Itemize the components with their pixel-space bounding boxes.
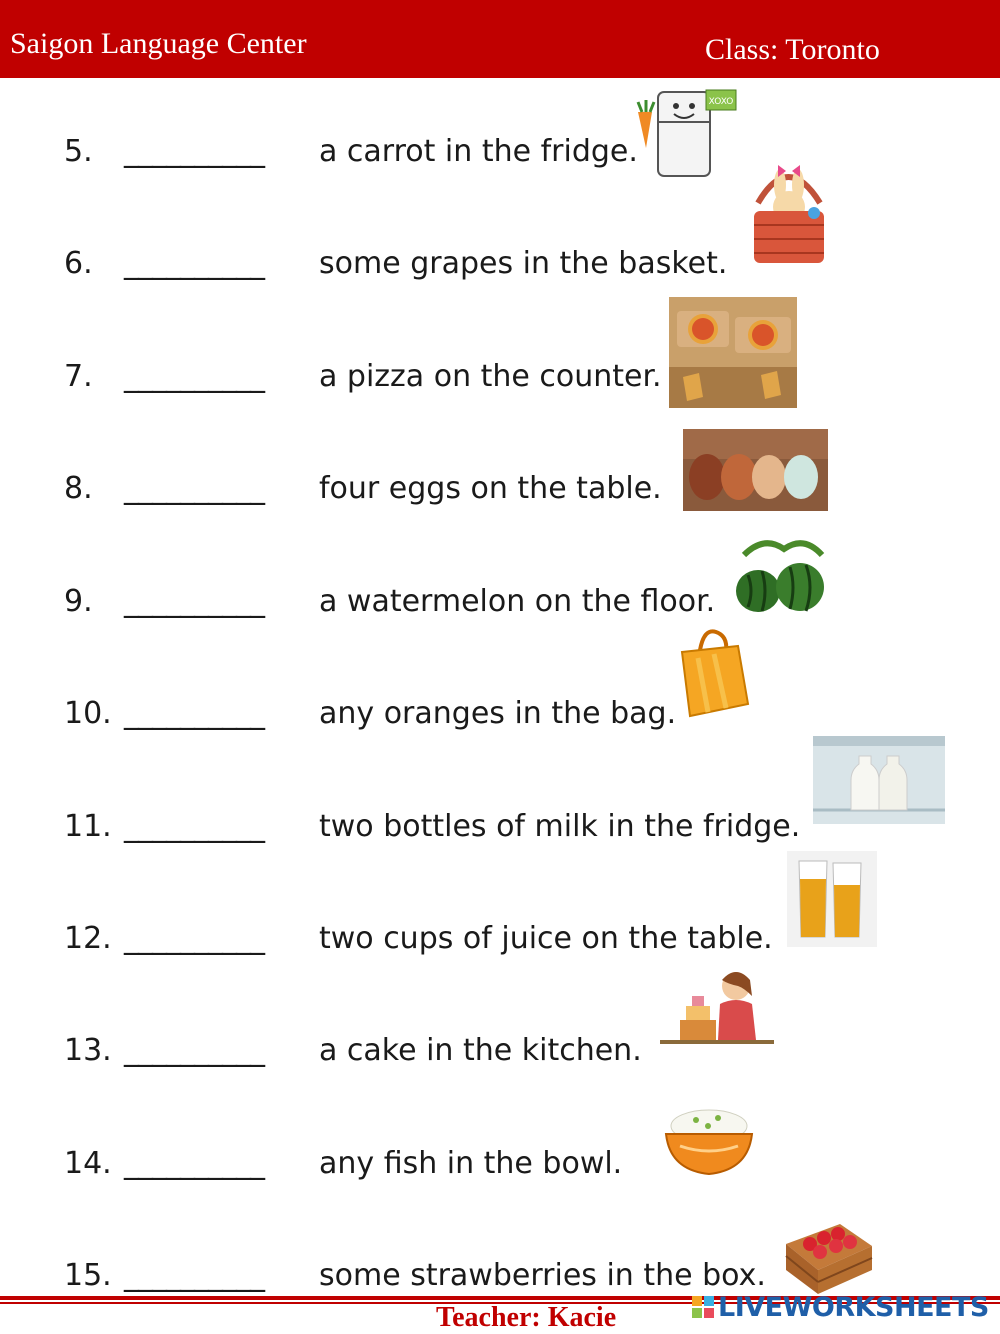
item-text: two bottles of milk in the fridge. <box>319 809 801 844</box>
item-number: 10. <box>64 696 112 731</box>
item-number: 8. <box>64 471 93 506</box>
item-text: a watermelon on the floor. <box>319 584 716 619</box>
eggs-image <box>683 429 828 511</box>
item-text: any oranges in the bag. <box>319 696 677 731</box>
shopping-bag-icon <box>678 628 752 718</box>
item-number: 5. <box>64 134 93 169</box>
exercise-row <box>0 1134 1000 1194</box>
header-bar <box>0 0 1000 78</box>
item-text: any fish in the bowl. <box>319 1146 623 1181</box>
item-text: some grapes in the basket. <box>319 246 728 281</box>
item-text: two cups of juice on the table. <box>319 921 773 956</box>
answer-blank[interactable]: __________ <box>124 584 264 619</box>
school-name: Saigon Language Center <box>10 27 307 60</box>
answer-blank[interactable]: __________ <box>124 134 264 169</box>
item-number: 7. <box>64 359 93 394</box>
strawberry-crate-icon <box>780 1214 876 1296</box>
basket-bunny-icon <box>748 155 830 267</box>
answer-blank[interactable]: __________ <box>124 696 264 731</box>
item-text: a cake in the kitchen. <box>319 1033 642 1068</box>
baker-cake-icon <box>660 966 774 1048</box>
juice-glasses-image <box>787 851 877 947</box>
exercise-row <box>0 1021 1000 1081</box>
exercise-row <box>0 684 1000 744</box>
answer-blank[interactable]: __________ <box>124 921 264 956</box>
answer-blank[interactable]: __________ <box>124 809 264 844</box>
fridge-carrot-icon <box>620 82 740 182</box>
exercise-row <box>0 347 1000 407</box>
answer-blank[interactable]: __________ <box>124 359 264 394</box>
item-number: 12. <box>64 921 112 956</box>
watermelons-image <box>734 535 828 617</box>
item-number: 14. <box>64 1146 112 1181</box>
answer-blank[interactable]: __________ <box>124 471 264 506</box>
pizza-counter-image <box>669 297 797 408</box>
item-text: four eggs on the table. <box>319 471 662 506</box>
answer-blank[interactable]: __________ <box>124 246 264 281</box>
rice-bowl-icon <box>660 1100 758 1178</box>
exercise-row <box>0 122 1000 182</box>
item-number: 11. <box>64 809 112 844</box>
class-label: Class: Toronto <box>705 33 880 66</box>
item-number: 15. <box>64 1258 112 1293</box>
liveworksheets-logo-icon <box>692 1296 714 1320</box>
exercise-row <box>0 572 1000 632</box>
exercise-row <box>0 459 1000 519</box>
item-text: a carrot in the fridge. <box>319 134 638 169</box>
answer-blank[interactable]: __________ <box>124 1033 264 1068</box>
answer-blank[interactable]: __________ <box>124 1258 264 1293</box>
answer-blank[interactable]: __________ <box>124 1146 264 1181</box>
item-number: 6. <box>64 246 93 281</box>
item-number: 9. <box>64 584 93 619</box>
item-text: a pizza on the counter. <box>319 359 662 394</box>
svg-text:XOXO: XOXO <box>708 97 734 107</box>
brand-name[interactable]: LIVEWORKSHEETS <box>718 1292 989 1323</box>
teacher-name: Teacher: Kacie <box>436 1302 617 1333</box>
item-text: some strawberries in the box. <box>319 1258 766 1293</box>
item-number: 13. <box>64 1033 112 1068</box>
exercise-row <box>0 234 1000 294</box>
milk-bottles-image <box>813 736 945 824</box>
